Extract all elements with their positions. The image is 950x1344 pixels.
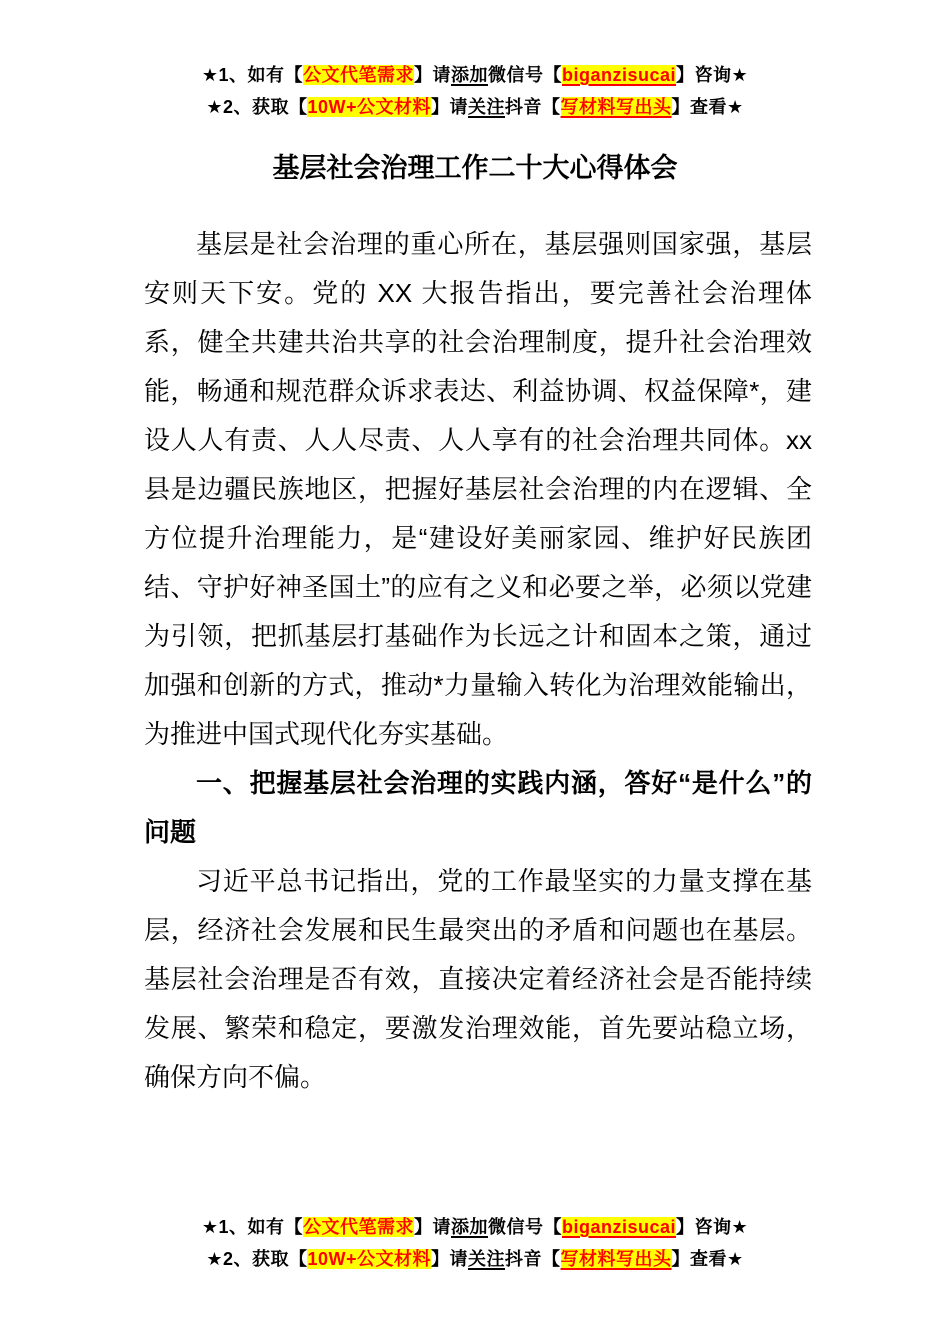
document-title: 基层社会治理工作二十大心得体会 — [272, 153, 678, 183]
section-heading: 一、把握基层社会治理的实践内涵，答好“是什么”的问题 — [144, 768, 812, 847]
banner-segment-plain: 】请 — [413, 1217, 451, 1237]
banner-segment-plain: ★1、如有【 — [201, 65, 303, 85]
footer-banner-line-1 — [0, 1211, 950, 1243]
banner-segment-plain: ★2、获取【 — [206, 1249, 308, 1269]
banner-segment-highlight-underline: 写材料写出头 — [560, 97, 672, 117]
banner-segment-plain: ★1、如有【 — [201, 1217, 303, 1237]
banner-segment-underline: 添加 — [450, 65, 488, 85]
banner-segment-highlight-underline: biganzisucai — [561, 1217, 677, 1237]
banner-segment-underline: 关注 — [468, 1249, 506, 1269]
banner-segment-highlight: 公文代笔需求 — [302, 1217, 414, 1237]
header-banner — [0, 59, 950, 123]
banner-segment-highlight: 10W+公文材料 — [307, 97, 432, 117]
footer-banner-line-2 — [0, 1243, 950, 1275]
banner-segment-highlight-underline: 写材料写出头 — [560, 1249, 672, 1269]
banner-segment-plain: 微信号【 — [487, 1217, 562, 1237]
footer-banner — [0, 1211, 950, 1275]
banner-segment-plain: 】请 — [413, 65, 451, 85]
banner-segment-plain: 】咨询★ — [676, 1217, 749, 1237]
banner-segment-highlight-underline: biganzisucai — [561, 65, 677, 85]
header-banner-line-2 — [0, 91, 950, 123]
banner-segment-plain: 微信号【 — [487, 65, 562, 85]
banner-segment-highlight: 10W+公文材料 — [307, 1249, 432, 1269]
banner-segment-underline: 添加 — [450, 1217, 488, 1237]
banner-segment-plain: 抖音【 — [505, 1249, 561, 1269]
banner-segment-plain: 】咨询★ — [676, 65, 749, 85]
banner-segment-plain: 】查看★ — [671, 97, 744, 117]
document-body — [144, 220, 812, 1102]
body-paragraph: 习近平总书记指出，党的工作最坚实的力量支撑在基层，经济社会发展和民生最突出的矛盾和问题也在基层。基层社会治理是否有效，直接决定着经济社会是否能持续发展、繁荣和稳定，要激发治理效能，首先要站稳立场，确保方向不偏。 — [144, 866, 812, 1092]
header-banner-line-1 — [0, 59, 950, 91]
banner-segment-highlight: 公文代笔需求 — [302, 65, 414, 85]
banner-segment-plain: 】请 — [431, 97, 469, 117]
banner-segment-plain: ★2、获取【 — [206, 97, 308, 117]
banner-segment-plain: 】查看★ — [671, 1249, 744, 1269]
body-paragraph: 基层是社会治理的重心所在，基层强则国家强，基层安则天下安。党的 XX 大报告指出，要完善社会治理体系，健全共建共治共享的社会治理制度，提升社会治理效能，畅通和规范群众诉求表达、利益协调、权益保障*，建设人人有责、人人尽责、人人享有的社会治理共同体。xx 县是边疆民族地区，把握好基层社会治理的内在逻辑、全方位提升治理能力，是“建设好美丽家园、维护好民族团结、守护好神圣国土”的应有之义和必要之举，必须以党建为引领，把抓基层打基础作为长远之计和固本之策，通过加强和创新的方式，推动*力量输入转化为治理效能输出，为推进中国式现代化夯实基础。 — [144, 229, 812, 749]
banner-segment-underline: 关注 — [468, 97, 506, 117]
banner-segment-plain: 抖音【 — [505, 97, 561, 117]
banner-segment-plain: 】请 — [431, 1249, 469, 1269]
